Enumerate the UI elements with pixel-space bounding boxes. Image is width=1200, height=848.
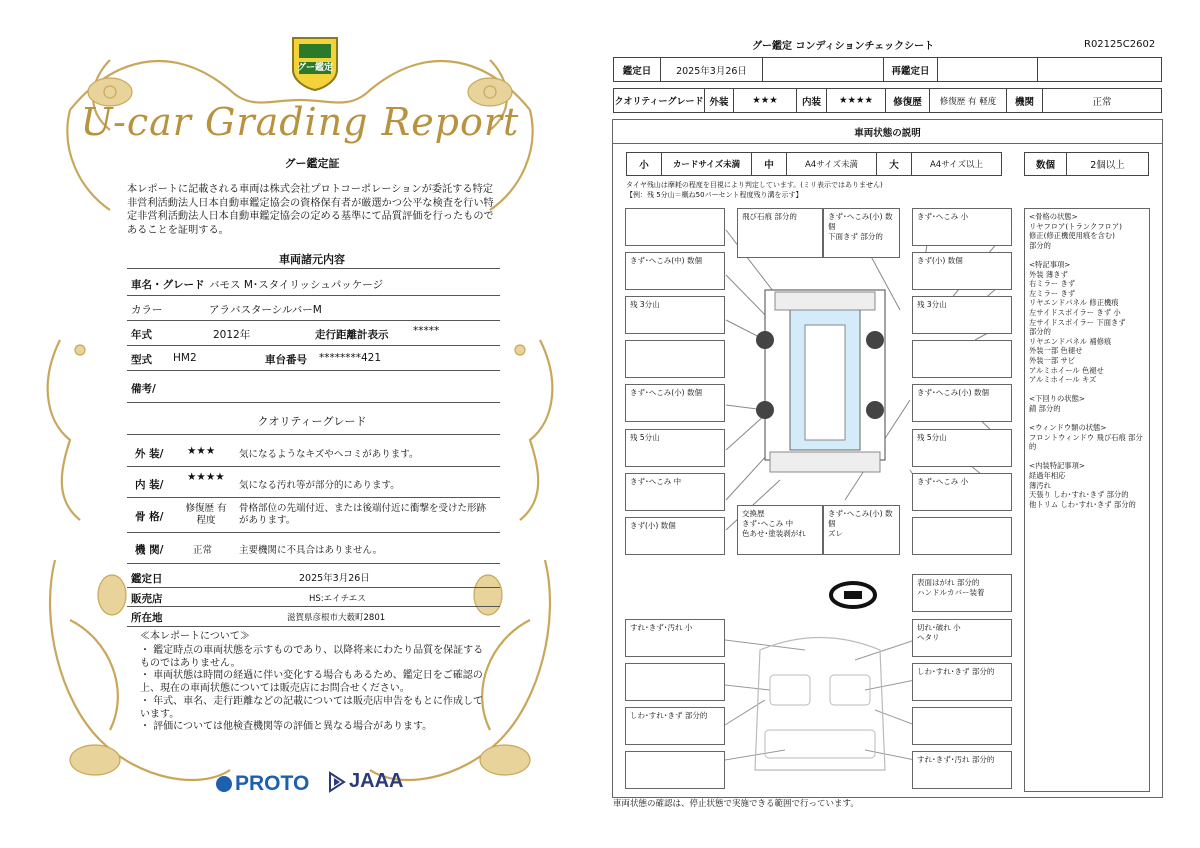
note-box: [625, 208, 725, 246]
repair-label: 修復歴: [885, 88, 930, 113]
count-label: 数個: [1024, 152, 1067, 176]
note-item: ・ 年式、車名、走行距離などの記載については販売店申告をもとに作成しています。: [140, 696, 483, 720]
spec-row-model: [127, 347, 500, 371]
note-box: きず･へこみ(小) 数個: [625, 384, 725, 422]
note-box: [912, 340, 1012, 378]
note-item: ・ 車両状態は時間の経過に伴い変化する場合もあるため、鑑定日をご確認の上、現在の車両状態については販売店にお問合せください。: [140, 670, 483, 694]
reinspect-value: [937, 57, 1038, 82]
info-row-shop: [127, 588, 500, 607]
note-box: [625, 751, 725, 789]
note-box: [912, 517, 1012, 555]
condition-check-sheet: [600, 0, 1200, 848]
note-box: きず･へこみ 小: [912, 473, 1012, 511]
addr-value: 滋賀県彦根市大薮町2801: [287, 613, 386, 623]
wheel-front-right-icon: [866, 331, 884, 349]
note-box: [625, 663, 725, 701]
color-label: カラー: [131, 304, 163, 316]
car-interior-diagram: [725, 630, 915, 780]
model-label: 型式: [131, 354, 152, 366]
sheet-title: グー鑑定 コンディションチェックシート: [752, 41, 935, 52]
quality-row-engine: [127, 534, 500, 564]
reinspect-label: 再鑑定日: [883, 57, 938, 82]
cert-heading: グー鑑定証: [284, 157, 340, 170]
note-box: きず･へこみ(小) 数個 ズレ: [823, 505, 900, 555]
note-box: しわ･すれ･きず 部分的: [912, 663, 1012, 701]
color-value: アラバスターシルバーM: [209, 304, 322, 316]
note-box: すれ･きず･汚れ 小: [625, 619, 725, 657]
proto-logo-text: PROTO: [235, 772, 310, 795]
quality-row-int: [127, 468, 500, 498]
note-box: [912, 707, 1012, 745]
info-row-addr: [127, 607, 500, 627]
tire-example: 【例：残 5分山＝概ね50パーセント程度残り溝を示す】: [626, 191, 803, 199]
divider: [127, 268, 500, 269]
note-box: きず･へこみ(小) 数個: [912, 384, 1012, 422]
ext-label: 外 装/: [135, 448, 164, 460]
spec-row-year: [127, 322, 500, 346]
qg-label: クオリティーグレード: [613, 88, 705, 113]
car-front-bumper: [775, 292, 875, 310]
tire-box: 残 3分山: [625, 296, 725, 334]
note-box: きず･へこみ 中: [625, 473, 725, 511]
proto-logo: [216, 772, 309, 796]
int-label: 内 装/: [135, 479, 164, 491]
note-item: ・ 評価については他検査機関等の評価と異なる場合があります。: [140, 721, 433, 732]
int-label: 内装: [796, 88, 827, 113]
chassis-label: 車台番号: [265, 354, 307, 366]
name-label: 車名・グレード: [131, 279, 205, 291]
car-rear-bumper: [770, 452, 880, 472]
chassis-value: ********421: [319, 352, 382, 364]
state-heading: 車両状態の説明: [612, 119, 1163, 144]
spec-row-color: [127, 297, 500, 321]
frame-value: 修復歴 有 程度: [185, 503, 227, 526]
date-value: 2025年3月26日: [299, 573, 370, 584]
reinspect-blank: [1037, 57, 1162, 82]
ext-label: 外装: [704, 88, 734, 113]
tire-box: 残 3分山: [912, 296, 1012, 334]
date-label: 鑑定日: [131, 573, 163, 585]
note-box: きず･へこみ 小: [912, 208, 1012, 246]
shop-label: 販売店: [131, 593, 163, 605]
footer-note: 車両状態の確認は、停止状態で実施できる範囲で行っています。: [613, 799, 859, 809]
jaaa-mark-icon: [328, 771, 346, 793]
size-val-large: A4サイズ以上: [911, 152, 1002, 176]
proto-mark-icon: [216, 776, 232, 792]
date-value: 2025年3月26日: [660, 57, 763, 82]
tire-box: 残 5分山: [625, 429, 725, 467]
jaaa-logo: [328, 770, 403, 793]
notes-heading: ≪本レポートについて≫: [140, 631, 250, 642]
engine-desc: 主要機関に不具合はありません。: [239, 545, 383, 556]
date-label: 鑑定日: [613, 57, 661, 82]
sheet-id: R02125C2602: [1084, 39, 1156, 50]
spec-heading: 車両諸元内容: [279, 253, 345, 266]
goo-kantei-badge: [287, 32, 343, 92]
ext-stars: ★★★: [733, 88, 797, 113]
year-label: 年式: [131, 329, 152, 341]
tire-box: 残 5分山: [912, 429, 1012, 467]
spec-row-name: [127, 272, 500, 296]
addr-label: 所在地: [131, 612, 163, 624]
size-val-medium: A4サイズ未満: [786, 152, 877, 176]
model-value: HM2: [173, 352, 197, 364]
int-desc: 気になる汚れ等が部分的にあります。: [239, 480, 400, 491]
note-box: [625, 340, 725, 378]
quality-row-frame: [127, 499, 500, 533]
jaaa-logo-text: JAAA: [349, 770, 404, 792]
date-blank: [762, 57, 884, 82]
note-box: しわ･すれ･きず 部分的: [625, 707, 725, 745]
note-box: きず(小) 数個: [625, 517, 725, 555]
quality-row-ext: [127, 437, 500, 467]
note-box: 表面はがれ 部分的 ハンドルカバー装着: [912, 574, 1012, 612]
note-box: きず(小) 数個: [912, 252, 1012, 290]
ext-stars: ★★★: [187, 445, 216, 457]
car-roof-panel: [805, 325, 845, 440]
repair-value: 修復歴 有 軽度: [929, 88, 1007, 113]
int-stars: ★★★★: [826, 88, 886, 113]
note-box: 切れ･破れ 小 ヘタリ: [912, 619, 1012, 657]
note-box: すれ･きず･汚れ 部分的: [912, 751, 1012, 789]
name-value: バモス M･スタイリッシュパッケージ: [209, 279, 384, 291]
shop-value: HS:エイチエス: [309, 594, 366, 604]
wheel-rear-right-icon: [866, 401, 884, 419]
frame-desc: 骨格部位の先端付近、または後端付近に衝撃を受けた形跡があります。: [239, 503, 487, 526]
frame-label: 骨 格/: [135, 511, 164, 523]
int-stars: ★★★★: [187, 471, 225, 483]
side-notes: <骨格の状態> リヤフロア(トランクフロア) 修正(修正機使用痕を含む) 部分的 <特記事項> 外装 薄きず 右ミラー きず 左ミラー きず リヤエンドパネル 修正機痕 左サイドスポイラー きず 小 左サイドスポイラー 下面きず 部分的 リヤエンドパネル 補修痕 外装一部 色褪せ 外装一部 サビ アルミホイール 色褪せ アルミホイール キズ <下回りの状態> 錆 部分的 <ウィンドウ類の状態> フロントウィンドウ 飛び石痕 部分的 <内装特記事項> 経過年相応 薄汚れ 天張り しわ･すれ･きず 部分的 他トリム しわ･すれ･きず 部分的: [1024, 208, 1150, 792]
odo-value: *****: [413, 325, 440, 337]
wheel-front-left-icon: [756, 331, 774, 349]
size-key-medium: 中: [751, 152, 787, 176]
info-row-date: [127, 566, 500, 588]
size-key-small: 小: [626, 152, 662, 176]
note-box: きず･へこみ(小) 数個 下面きず 部分的: [823, 208, 900, 258]
steering-wheel-icon: [828, 580, 878, 610]
quality-heading: クオリティーグレード: [257, 415, 367, 428]
engine-value: 正常: [193, 545, 213, 556]
ext-desc: 気になるようなキズやヘコミがあります。: [239, 449, 419, 460]
remarks-label: 備考/: [131, 383, 156, 395]
wheel-rear-left-icon: [756, 401, 774, 419]
report-title: U-car Grading Report: [80, 100, 520, 144]
odo-label: 走行距離計表示: [315, 329, 389, 341]
engine-label: 機関: [1006, 88, 1043, 113]
size-val-small: カードサイズ未満: [661, 152, 752, 176]
note-item: ・ 鑑定時点の車両状態を示すものであり、以降将来にわたり品質を保証するものではありません。: [140, 645, 484, 669]
badge-text: グー鑑定: [296, 63, 333, 73]
tire-note: タイヤ残山は摩耗の程度を目視により判定しています。(ミリ表示ではありません): [626, 181, 883, 189]
note-box: 交換歴 きず･へこみ 中 色あせ･塗装剥がれ: [737, 505, 823, 555]
year-value: 2012年: [213, 329, 251, 341]
size-key-large: 大: [876, 152, 912, 176]
note-box: きず･へこみ(中) 数個: [625, 252, 725, 290]
note-box: 飛び石痕 部分的: [737, 208, 823, 258]
engine-label: 機 関/: [135, 544, 164, 556]
count-value: 2個以上: [1066, 152, 1149, 176]
engine-value: 正常: [1042, 88, 1162, 113]
spec-row-remarks: [127, 372, 500, 403]
divider: [127, 434, 500, 435]
cert-body: 本レポートに記載される車両は株式会社プロトコーポレーションが委託する特定非営利活動法人日本自動車鑑定協会の資格保有者が厳選かつ公平な検査を行い特定非営利活動法人日本自動車鑑定協会の定める基準にて品質評価を行ったものであることを証明する。: [127, 184, 494, 236]
